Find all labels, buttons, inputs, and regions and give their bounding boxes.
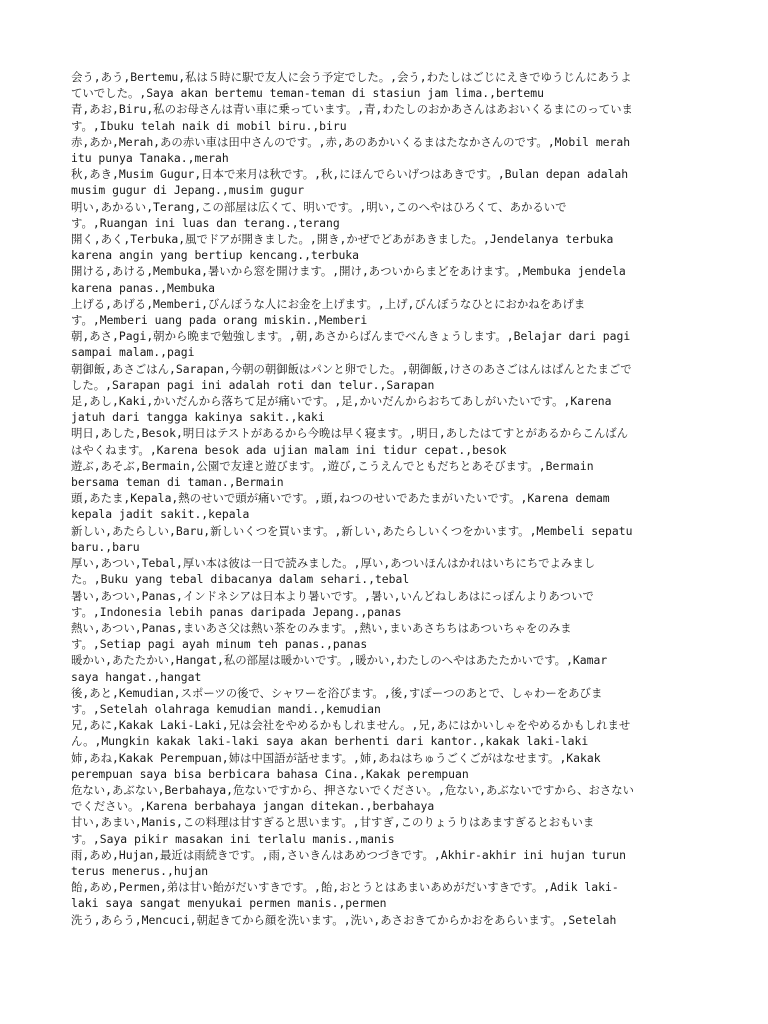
text-line: はやくねます。,Karena besok ada ujian malam ini tidur cepat.,besok (71, 442, 507, 457)
text-line: 熱い,あつい,Panas,まいあさ父は熱い茶をのみます。,熱い,まいあさちちはあついちゃをのみま (71, 620, 572, 635)
text-line: 秋,あき,Musim Gugur,日本で来月は秋です。,秋,にほんでらいげつはあきです。,Bulan depan adalah (71, 167, 629, 182)
text-line: 厚い,あつい,Tebal,厚い本は彼は一日で読みました。,厚い,あついほんはかれはいちにちでよみまし (71, 556, 596, 571)
text-line: laki saya sangat menyukai permen manis.,permen (71, 896, 387, 911)
text-line: terus menerus.,hujan (71, 863, 209, 878)
text-line: karena angin yang bertiup kencang.,terbuka (71, 248, 360, 263)
text-line: 後,あと,Kemudian,スポーツの後で、シャワーを浴びます。,後,すぽーつのあとで、しゃわーをあびま (71, 685, 603, 700)
text-line: 暑い,あつい,Panas,インドネシアは日本より暑いです。,暑い,いんどねしあはにっぽんよりあついで (71, 588, 594, 603)
text-line: 開く,あく,Terbuka,風でドアが開きました。,開き,かぜでどあがあきました。,Jendelanya terbuka (71, 232, 614, 247)
text-line: bersama teman di taman.,Bermain (71, 475, 284, 490)
text-line: 会う,あう,Bertemu,私は５時に駅で友人に会う予定でした。,会う,わたしはごじにえきでゆうじんにあうよ (71, 70, 632, 84)
text-line: 上げる,あげる,Memberi,びんぼうな人にお金を上げます。,上げ,びんぼうなひとにおかねをあげま (71, 296, 586, 311)
text-line: 兄,あに,Kakak Laki-Laki,兄は会社をやめるかもしれません。,兄,あにはかいしゃをやめるかもしれませ (71, 718, 631, 733)
text-line: でください。,Karena berbahaya jangan ditekan.,berbahaya (71, 799, 435, 814)
text-line: 暖かい,あたたかい,Hangat,私の部屋は暖かいです。,暖かい,わたしのへやはあたたかいです。,Kamar (71, 653, 608, 668)
text-line: 明日,あした,Besok,明日はテストがあるから今晩は早く寝ます。,明日,あしたはてすとがあるからこんばん (71, 426, 629, 441)
text-line: kepala jadit sakit.,kepala (71, 507, 250, 522)
text-line: karena panas.,Membuka (71, 280, 216, 295)
text-line: 赤,あか,Merah,あの赤い車は田中さんのです。,赤,あのあかいくるまはたなかさんのです。,Mobil merah (71, 134, 631, 149)
document-body (71, 69, 691, 928)
text-line: 青,あお,Biru,私のお母さんは青い車に乗っています。,青,わたしのおかあさんはあおいくるまにのっていま (71, 102, 633, 117)
text-line: baru.,baru (71, 539, 140, 554)
text-line: 朝,あさ,Pagi,朝から晩まで勉強します。,朝,あさからばんまでべんきょうします。,Belajar dari pagi (71, 329, 631, 344)
text-line: 開ける,あける,Membuka,暑いから窓を開けます。,開け,あついからまどをあけます。,Membuka jendela (71, 264, 626, 279)
text-line: 危ない,あぶない,Berbahaya,危ないですから、押さないでください。,危ない,あぶないですから、おさない (71, 782, 635, 797)
text-line: saya hangat.,hangat (71, 669, 202, 684)
text-line: musim gugur di Jepang.,musim gugur (71, 183, 305, 198)
text-line: 飴,あめ,Permen,弟は甘い飴がだいすきです。,飴,おとうとはあまいあめがだいすきです。,Adik laki- (71, 880, 619, 895)
text-line: す。,Ruangan ini luas dan terang.,terang (71, 215, 340, 230)
text-line: す。,Indonesia lebih panas daripada Jepang.,panas (71, 604, 402, 619)
text-line: す。,Setiap pagi ayah minum teh panas.,panas (71, 637, 368, 652)
text-line: ん。,Mungkin kakak laki-laki saya akan berhenti dari kantor.,kakak laki-laki (71, 734, 589, 749)
text-line: す。,Ibuku telah naik di mobil biru.,biru (71, 118, 347, 133)
text-line: 姉,あね,Kakak Perempuan,姉は中国語が話せます。,姉,あねはちゅうごくごがはなせます。,Kakak (71, 750, 601, 765)
text-line: す。,Saya pikir masakan ini terlalu manis.,manis (71, 831, 395, 846)
text-line: jatuh dari tangga kakinya sakit.,kaki (71, 410, 325, 425)
text-line: 甘い,あまい,Manis,この料理は甘すぎると思います。,甘すぎ,このりょうりはあますぎるとおもいま (71, 815, 595, 830)
text-line: 明い,あかるい,Terang,この部屋は広くて、明いです。,明い,このへやはひろくて、あかるいで (71, 199, 567, 214)
text-line: sampai malam.,pagi (71, 345, 195, 360)
text-line: す。,Setelah olahraga kemudian mandi.,kemudian (71, 701, 381, 716)
text-line: 遊ぶ,あそぶ,Bermain,公園で友達と遊びます。,遊び,こうえんでともだちとあそびます。,Bermain (71, 458, 594, 473)
text-line: した。,Sarapan pagi ini adalah roti dan telur.,Sarapan (71, 377, 435, 392)
text-line: 新しい,あたらしい,Baru,新しいくつを買います。,新しい,あたらしいくつをかいます。,Membeli sepatu (71, 523, 633, 538)
text-line: perempuan saya bisa berbicara bahasa Cina.,Kakak perempuan (71, 766, 469, 781)
text-line: た。,Buku yang tebal dibacanya dalam sehari.,tebal (71, 572, 410, 587)
text-line: 朝御飯,あさごはん,Sarapan,今朝の朝御飯はパンと卵でした。,朝御飯,けさのあさごはんはぱんとたまごで (71, 361, 632, 376)
text-line: 雨,あめ,Hujan,最近は雨続きです。,雨,さいきんはあめつづきです。,Akhir-akhir ini hujan turun (71, 847, 626, 862)
text-line: 頭,あたま,Kepala,熱のせいで頭が痛いです。,頭,ねつのせいであたまがいたいです。,Karena demam (71, 491, 610, 506)
text-line: itu punya Tanaka.,merah (71, 151, 229, 166)
text-line: ていでした。,Saya akan bertemu teman-teman di stasiun jam lima.,bertemu (71, 86, 544, 101)
text-line: 洗う,あらう,Mencuci,朝起きてから顔を洗います。,洗い,あさおきてからかおをあらいます。,Setelah (71, 912, 617, 927)
text-line: 足,あし,Kaki,かいだんから落ちて足が痛いです。,足,かいだんからおちてあしがいたいです。,Karena (71, 394, 612, 409)
text-line: す。,Memberi uang pada orang miskin.,Memberi (71, 313, 368, 328)
